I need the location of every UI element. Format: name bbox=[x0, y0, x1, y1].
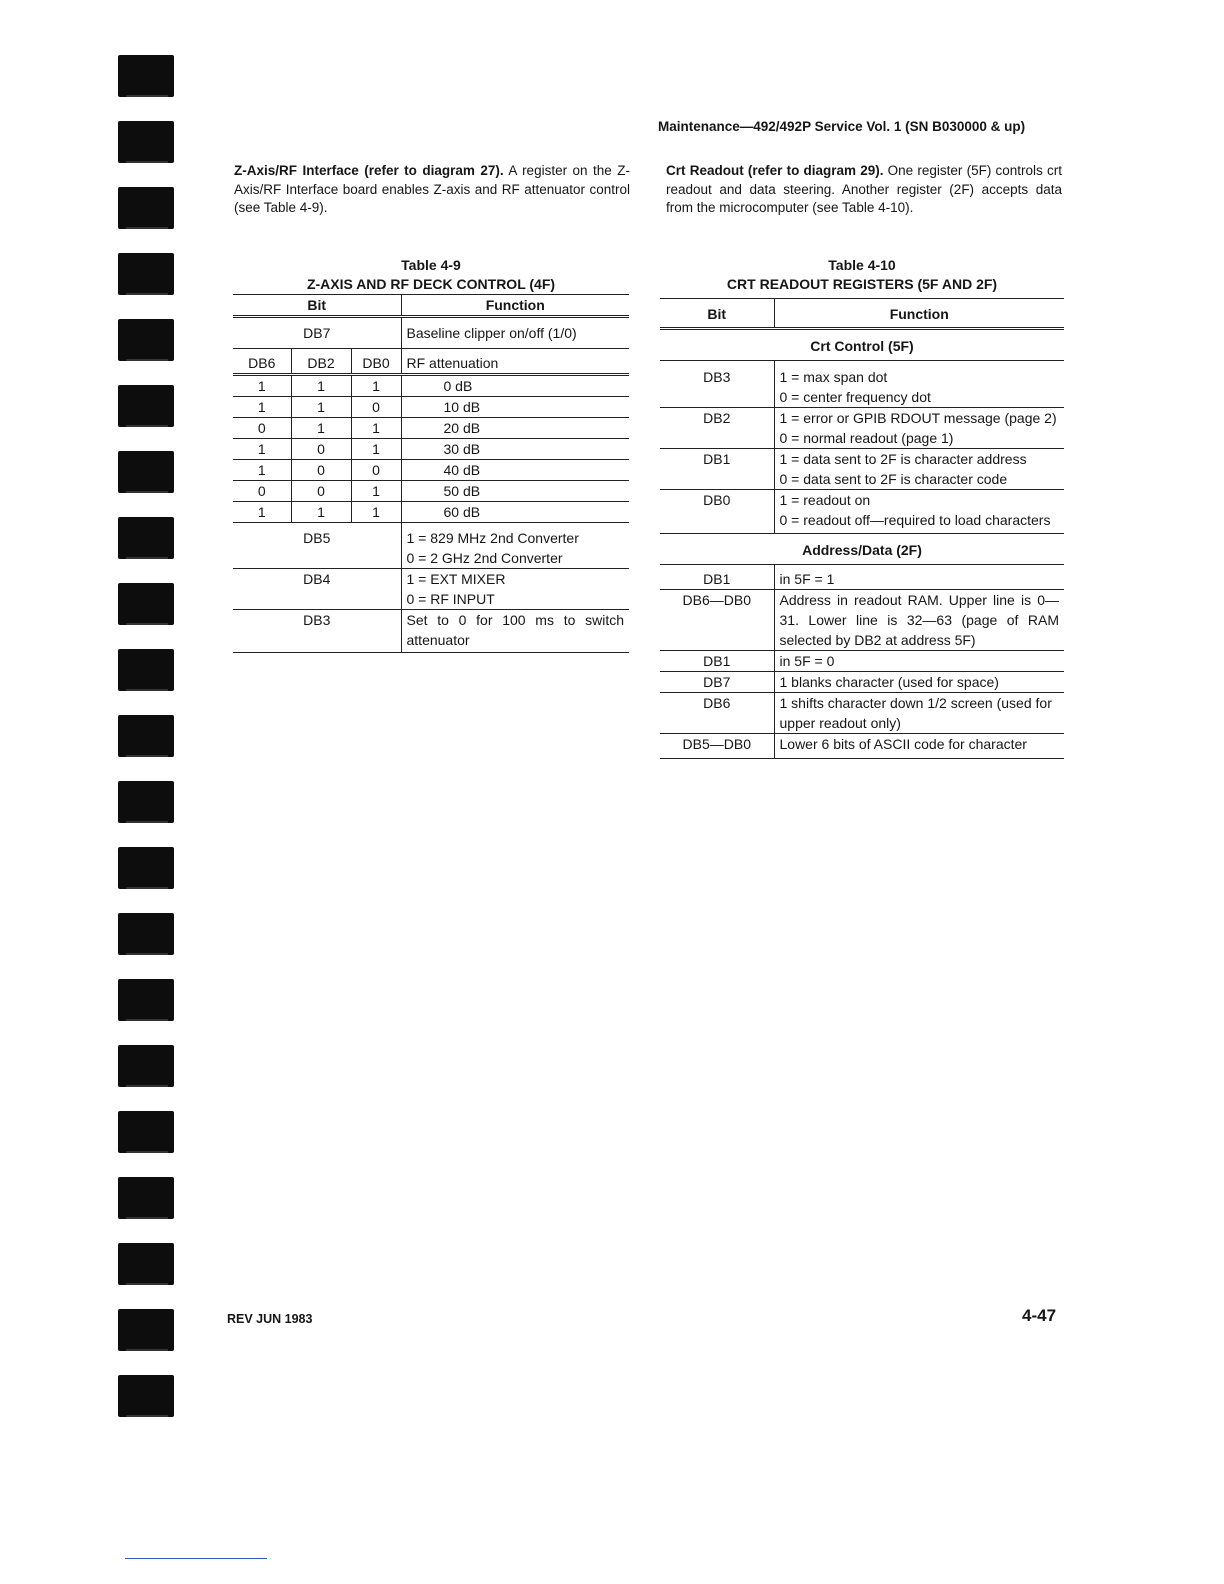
db2-cell: 0 bbox=[291, 460, 351, 481]
bit-cell: DB1 bbox=[660, 651, 774, 672]
bit-cell: DB2 bbox=[660, 408, 774, 449]
function-line: 1 = EXT MIXER bbox=[406, 571, 506, 587]
binding-block bbox=[118, 781, 174, 823]
binding-block bbox=[118, 55, 174, 97]
binding-strip bbox=[118, 55, 180, 1435]
binding-block bbox=[118, 847, 174, 889]
bit-cell: DB1 bbox=[660, 565, 774, 590]
db0-cell: 1 bbox=[351, 502, 401, 523]
binding-block bbox=[118, 583, 174, 625]
table-row bbox=[660, 490, 1064, 534]
function-cell: Lower 6 bits of ASCII code for character bbox=[774, 734, 1064, 759]
db2-cell: 1 bbox=[291, 502, 351, 523]
function-cell bbox=[401, 523, 629, 569]
table-row bbox=[233, 397, 629, 418]
db6-cell: 1 bbox=[233, 439, 291, 460]
attenuation-cell: 60 dB bbox=[401, 502, 629, 523]
function-line: 0 = center frequency dot bbox=[779, 389, 931, 405]
db2-cell: 1 bbox=[291, 397, 351, 418]
col-header-bit: Bit bbox=[233, 295, 401, 317]
db6-cell: 0 bbox=[233, 418, 291, 439]
section-crt-control: Crt Control (5F) bbox=[660, 329, 1064, 361]
function-cell bbox=[774, 408, 1064, 449]
function-cell bbox=[774, 361, 1064, 408]
bit-cell: DB6—DB0 bbox=[660, 590, 774, 651]
table-row bbox=[233, 502, 629, 523]
table-4-9 bbox=[233, 294, 629, 653]
function-line: 1 = max span dot bbox=[779, 369, 888, 385]
left-paragraph bbox=[234, 162, 630, 218]
table-row bbox=[233, 418, 629, 439]
bit-cell: DB4 bbox=[233, 569, 401, 610]
db6-cell: 0 bbox=[233, 481, 291, 502]
bit-cell: DB1 bbox=[660, 449, 774, 490]
db6-cell: 1 bbox=[233, 502, 291, 523]
table-row bbox=[660, 565, 1064, 590]
table-row bbox=[660, 449, 1064, 490]
scan-edge-line bbox=[125, 1558, 267, 1559]
table-row bbox=[660, 651, 1064, 672]
function-cell: Baseline clipper on/off (1/0) bbox=[401, 317, 629, 349]
table-row bbox=[233, 481, 629, 502]
bit-cell: DB5 bbox=[233, 523, 401, 569]
function-line: 1 = 829 MHz 2nd Converter bbox=[406, 530, 579, 546]
section-address-data: Address/Data (2F) bbox=[660, 534, 1064, 565]
table-row bbox=[660, 361, 1064, 408]
table-row bbox=[233, 439, 629, 460]
table-row bbox=[660, 672, 1064, 693]
db0-cell: 1 bbox=[351, 481, 401, 502]
page-number: 4-47 bbox=[1022, 1306, 1057, 1325]
function-line: 0 = 2 GHz 2nd Converter bbox=[406, 550, 563, 566]
binding-block bbox=[118, 979, 174, 1021]
binding-block bbox=[118, 385, 174, 427]
function-cell: in 5F = 0 bbox=[774, 651, 1064, 672]
binding-block bbox=[118, 1309, 174, 1351]
binding-block bbox=[118, 649, 174, 691]
function-cell: 1 shifts character down 1/2 screen (used for upper readout only) bbox=[774, 693, 1064, 734]
bit-cell: DB6 bbox=[660, 693, 774, 734]
binding-block bbox=[118, 319, 174, 361]
function-cell: 1 blanks character (used for space) bbox=[774, 672, 1064, 693]
attenuation-cell: 50 dB bbox=[401, 481, 629, 502]
binding-block bbox=[118, 1177, 174, 1219]
table-4-10-number: Table 4-10 bbox=[828, 257, 896, 273]
binding-block bbox=[118, 715, 174, 757]
db2-cell: 0 bbox=[291, 439, 351, 460]
function-cell: in 5F = 1 bbox=[774, 565, 1064, 590]
db6-cell: 1 bbox=[233, 397, 291, 418]
binding-block bbox=[118, 1375, 174, 1417]
db2-cell: 1 bbox=[291, 418, 351, 439]
col-header-function: Function bbox=[774, 299, 1064, 329]
table-4-10-caption bbox=[660, 256, 1064, 294]
sub-header-db6: DB6 bbox=[233, 349, 291, 375]
section-row bbox=[660, 329, 1064, 361]
right-paragraph bbox=[666, 162, 1062, 218]
left-paragraph-text: A register on the Z-Axis/RF Interface board enables Z-axis and RF attenuator control (see Table 4-9). bbox=[234, 163, 630, 215]
bit-cell: DB5—DB0 bbox=[660, 734, 774, 759]
bit-cell: DB0 bbox=[660, 490, 774, 534]
function-cell: Set to 0 for 100 ms to switch attenuator bbox=[401, 610, 629, 653]
function-cell: Address in readout RAM. Upper line is 0—31. Lower line is 32—63 (page of RAM selected by DB2 at address 5F) bbox=[774, 590, 1064, 651]
col-header-function: Function bbox=[401, 295, 629, 317]
binding-block bbox=[118, 1243, 174, 1285]
table-row bbox=[660, 408, 1064, 449]
db6-cell: 1 bbox=[233, 460, 291, 481]
function-line: 0 = RF INPUT bbox=[406, 591, 495, 607]
function-line: 0 = data sent to 2F is character code bbox=[779, 471, 1008, 487]
left-paragraph-heading: Z-Axis/RF Interface (refer to diagram 27). bbox=[234, 163, 504, 178]
function-cell bbox=[774, 490, 1064, 534]
table-row bbox=[233, 569, 629, 610]
table-row bbox=[660, 590, 1064, 651]
table-4-9-title: Z-AXIS AND RF DECK CONTROL (4F) bbox=[306, 276, 556, 292]
attenuation-cell: 40 dB bbox=[401, 460, 629, 481]
right-paragraph-text: One register (5F) controls crt readout and data steering. Another register (2F) accepts data from the microcomputer (see Table 4-10). bbox=[666, 163, 1062, 215]
table-row bbox=[233, 610, 629, 653]
table-header-row bbox=[660, 299, 1064, 329]
table-row bbox=[233, 523, 629, 569]
attenuation-cell: 20 dB bbox=[401, 418, 629, 439]
table-4-10-title: CRT READOUT REGISTERS (5F AND 2F) bbox=[726, 276, 998, 292]
binding-block bbox=[118, 187, 174, 229]
attenuation-cell: 30 dB bbox=[401, 439, 629, 460]
table-row bbox=[660, 693, 1064, 734]
binding-block bbox=[118, 121, 174, 163]
col-header-bit: Bit bbox=[660, 299, 774, 329]
table-row bbox=[660, 734, 1064, 759]
sub-header-function: RF attenuation bbox=[401, 349, 629, 375]
db2-cell: 1 bbox=[291, 375, 351, 397]
bit-cell: DB3 bbox=[233, 610, 401, 653]
table-row bbox=[233, 317, 629, 349]
right-paragraph-heading: Crt Readout (refer to diagram 29). bbox=[666, 163, 884, 178]
function-cell bbox=[774, 449, 1064, 490]
table-4-9-caption bbox=[233, 256, 629, 294]
sub-header-db0: DB0 bbox=[351, 349, 401, 375]
binding-block bbox=[118, 517, 174, 559]
function-line: 0 = readout off—required to load characters bbox=[779, 512, 1051, 528]
binding-block bbox=[118, 1045, 174, 1087]
table-row bbox=[233, 460, 629, 481]
attenuation-cell: 0 dB bbox=[401, 375, 629, 397]
function-line: 1 = readout on bbox=[779, 492, 871, 508]
sub-header-db2: DB2 bbox=[291, 349, 351, 375]
page-header: Maintenance—492/492P Service Vol. 1 (SN B030000 & up) bbox=[658, 119, 1026, 134]
db0-cell: 1 bbox=[351, 418, 401, 439]
binding-block bbox=[118, 1111, 174, 1153]
attenuation-cell: 10 dB bbox=[401, 397, 629, 418]
db0-cell: 1 bbox=[351, 439, 401, 460]
bit-cell: DB3 bbox=[660, 361, 774, 408]
section-row bbox=[660, 534, 1064, 565]
db2-cell: 0 bbox=[291, 481, 351, 502]
sub-header-row bbox=[233, 349, 629, 375]
binding-block bbox=[118, 913, 174, 955]
function-line: 1 = data sent to 2F is character address bbox=[779, 451, 1027, 467]
db0-cell: 0 bbox=[351, 460, 401, 481]
function-line: 0 = normal readout (page 1) bbox=[779, 430, 954, 446]
function-line: 1 = error or GPIB RDOUT message (page 2) bbox=[779, 410, 1057, 426]
binding-block bbox=[118, 451, 174, 493]
bit-cell: DB7 bbox=[233, 317, 401, 349]
binding-block bbox=[118, 253, 174, 295]
db0-cell: 1 bbox=[351, 375, 401, 397]
table-header-row bbox=[233, 295, 629, 317]
bit-cell: DB7 bbox=[660, 672, 774, 693]
table-4-9-number: Table 4-9 bbox=[401, 257, 461, 273]
revision-date: REV JUN 1983 bbox=[227, 1312, 313, 1326]
function-cell bbox=[401, 569, 629, 610]
db0-cell: 0 bbox=[351, 397, 401, 418]
db6-cell: 1 bbox=[233, 375, 291, 397]
table-4-10 bbox=[660, 298, 1064, 759]
table-row bbox=[233, 375, 629, 397]
